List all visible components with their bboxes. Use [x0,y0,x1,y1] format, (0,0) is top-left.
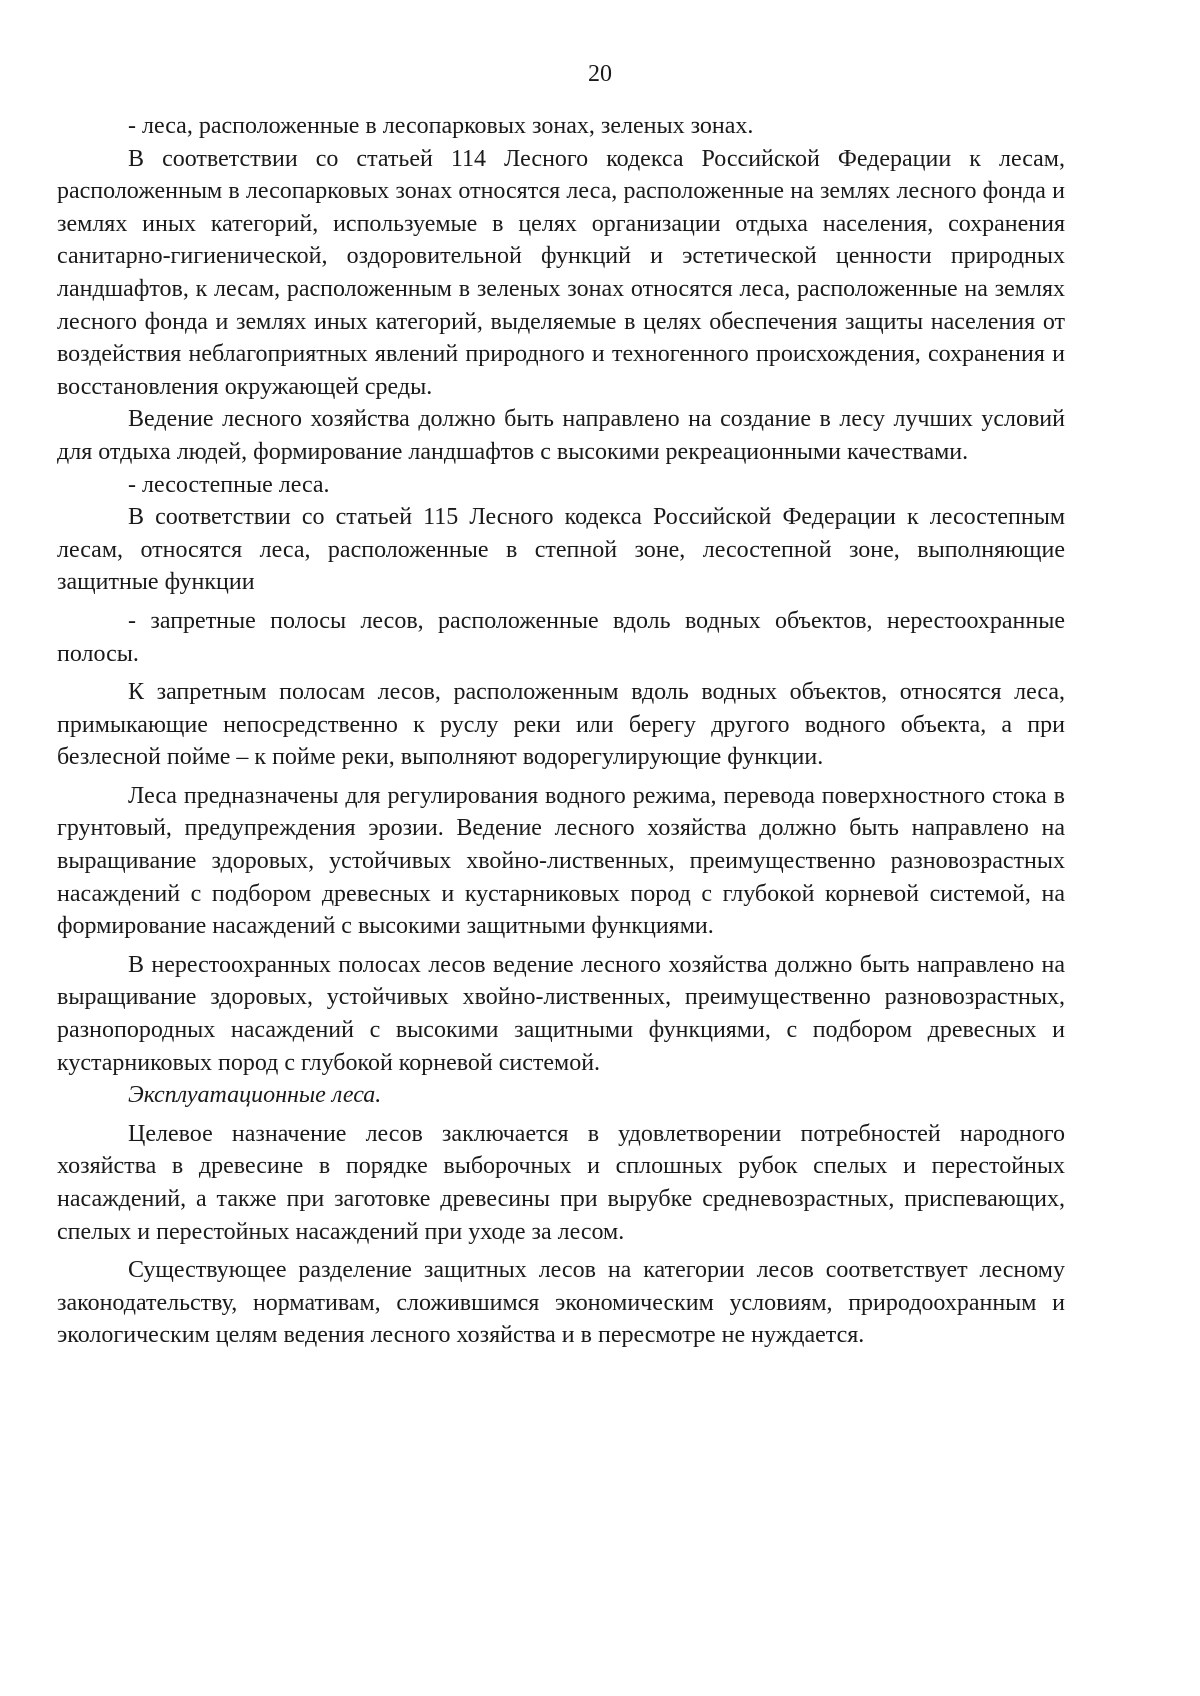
page-number: 20 [588,61,612,87]
paragraph: - леса, расположенные в лесопарковых зонах, зеленых зонах. [128,113,754,139]
paragraph: Ведение лесного хозяйства должно быть направлено на создание в лесу лучших условий для отдыха людей, формирование ландшафтов с высокими рекреационными качествами. [57,406,1065,465]
section-heading: Эксплуатационные леса. [128,1082,382,1109]
paragraph: - запретные полосы лесов, расположенные вдоль водных объектов, нерестоохранные полосы. [57,607,1065,667]
paragraph: В соответствии со статьей 114 Лесного кодекса Российской Федерации к лесам, расположенным в лесопарковых зонах относятся леса, расположенные на землях лесного фонда и землях иных категорий, используемые в целях организации отдыха населения, сохранения санитарно-гигиенической, оздоровительной функций и эстетической ценности природных ландшафтов, к лесам, расположенным в зеленых зонах относятся леса, расположенные на землях лесного фонда и землях иных категорий, выделяемые в целях обеспечения защиты населения от воздействия неблагоприятных явлений природного и техногенного происхождения, сохранения и восстановления окружающей среды. [57,145,1065,400]
paragraph: В соответствии со статьей 115 Лесного кодекса Российской Федерации к лесостепным лесам, относятся леса, расположенные в степной зоне, лесостепной зоне, выполняющие защитные функции [57,504,1065,596]
paragraph: Леса предназначены для регулирования водного режима, перевода поверхностного стока в грунтовый, предупреждения эрозии. Ведение лесного хозяйства должно быть направлено на выращивание здоровых, устойчивых хвойно-лиственных, преимущественно разновозрастных насаждений с подбором древесных и кустарниковых пород с глубокой корневой системой, на формирование насаждений с высокими защитными функциями. [57,782,1065,940]
document-body [57,110,1065,1352]
paragraph: К запретным полосам лесов, расположенным вдоль водных объектов, относятся леса, примыкающие непосредственно к руслу реки или берегу другого водного объекта, а при безлесной пойме – к пойме реки, выполняют водорегулирующие функции. [57,679,1065,771]
paragraph: Целевое назначение лесов заключается в удовлетворении потребностей народного хозяйства в древесине в порядке выборочных и сплошных рубок спелых и перестойных насаждений, а также при заготовке древесины при вырубке средневозрастных, приспевающих, спелых и перестойных насаждений при уходе за лесом. [57,1120,1065,1245]
paragraph: В нерестоохранных полосах лесов ведение лесного хозяйства должно быть направлено на выращивание здоровых, устойчивых хвойно-лиственных, преимущественно разновозрастных, разнопородных насаждений с высокими защитными функциями, с подбором древесных и кустарниковых пород с глубокой корневой системой. [57,951,1065,1076]
paragraph: - лесостепные леса. [128,471,330,498]
paragraph: Существующее разделение защитных лесов на категории лесов соответствует лесному законодательству, нормативам, сложившимся экономическим условиям, природоохранным и экологическим целям ведения лесного хозяйства и в пересмотре не нуждается. [57,1257,1065,1349]
